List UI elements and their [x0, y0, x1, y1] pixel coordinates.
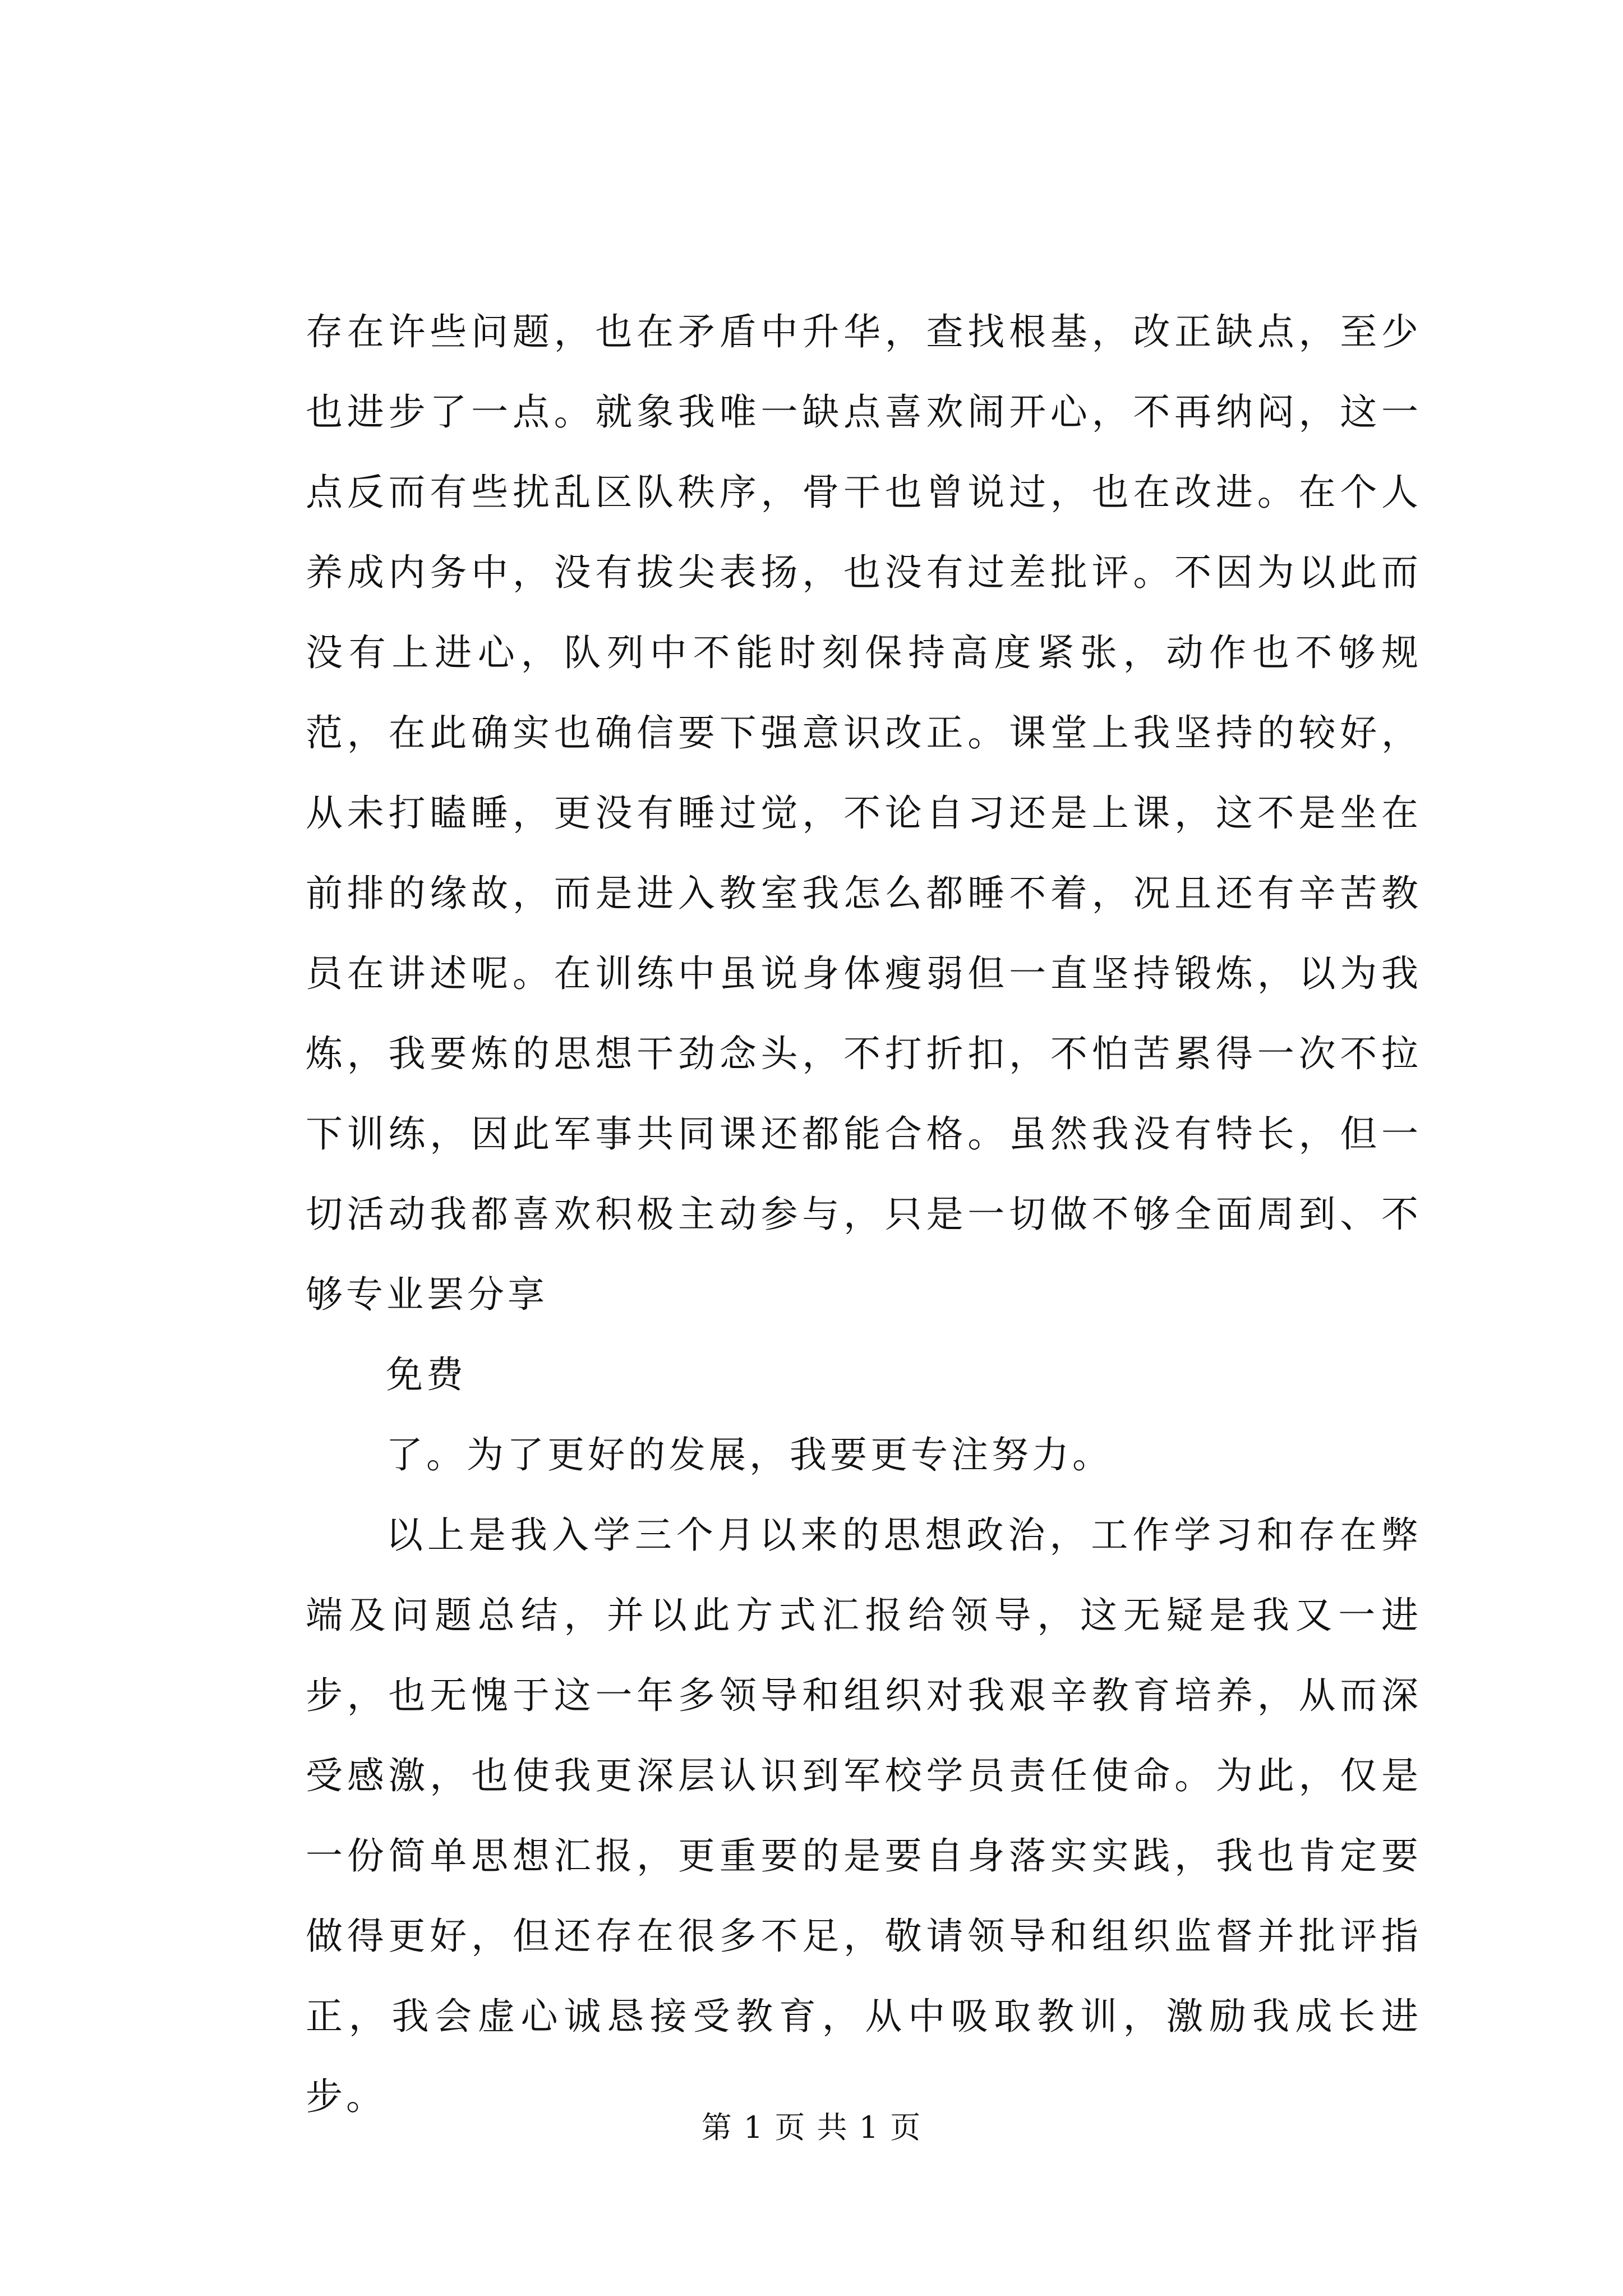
page-footer: 第 1 页 共 1 页: [701, 2110, 922, 2145]
document-body: [306, 292, 1422, 2137]
paragraph-4: 以上是我入学三个月以来的思想政治，工作学习和存在弊端及问题总结，并以此方式汇报给领导，这无疑是我又一进步，也无愧于这一年多领导和组织对我艰辛教育培养，从而深受感激，也使我更深层认识到军校学员责任使命。为此，仅是一份简单思想汇报，更重要的是要自身落实实践，我也肯定要做得更好，但还存在很多不足，敬请领导和组织监督并批评指正，我会虚心诚恳接受教育，从中吸取教训，激励我成长进步。: [306, 1513, 1422, 2118]
paragraph-2: 免费: [386, 1353, 467, 1396]
paragraph-1: 存在许些问题，也在矛盾中升华，查找根基，改正缺点，至少也进步了一点。就象我唯一缺点喜欢闹开心，不再纳闷，这一点反而有些扰乱区队秩序，骨干也曾说过，也在改进。在个人养成内务中，没有拔尖表扬，也没有过差批评。不因为以此而没有上进心，队列中不能时刻保持高度紧张，动作也不够规范，在此确实也确信要下强意识改正。课堂上我坚持的较好，从未打瞌睡，更没有睡过觉，不论自习还是上课，这不是坐在前排的缘故，而是进入教室我怎么都睡不着，况且还有辛苦教员在讲述呢。在训练中虽说身体瘦弱但一直坚持锻炼，以为我炼，我要炼的思想干劲念头，不打折扣，不怕苦累得一次不拉下训练，因此军事共同课还都能合格。虽然我没有特长，但一切活动我都喜欢积极主动参与，只是一切做不够全面周到、不够专业罢分享: [306, 310, 1422, 1316]
paragraph-3: 了。为了更好的发展，我要更专注努力。: [386, 1433, 1113, 1476]
